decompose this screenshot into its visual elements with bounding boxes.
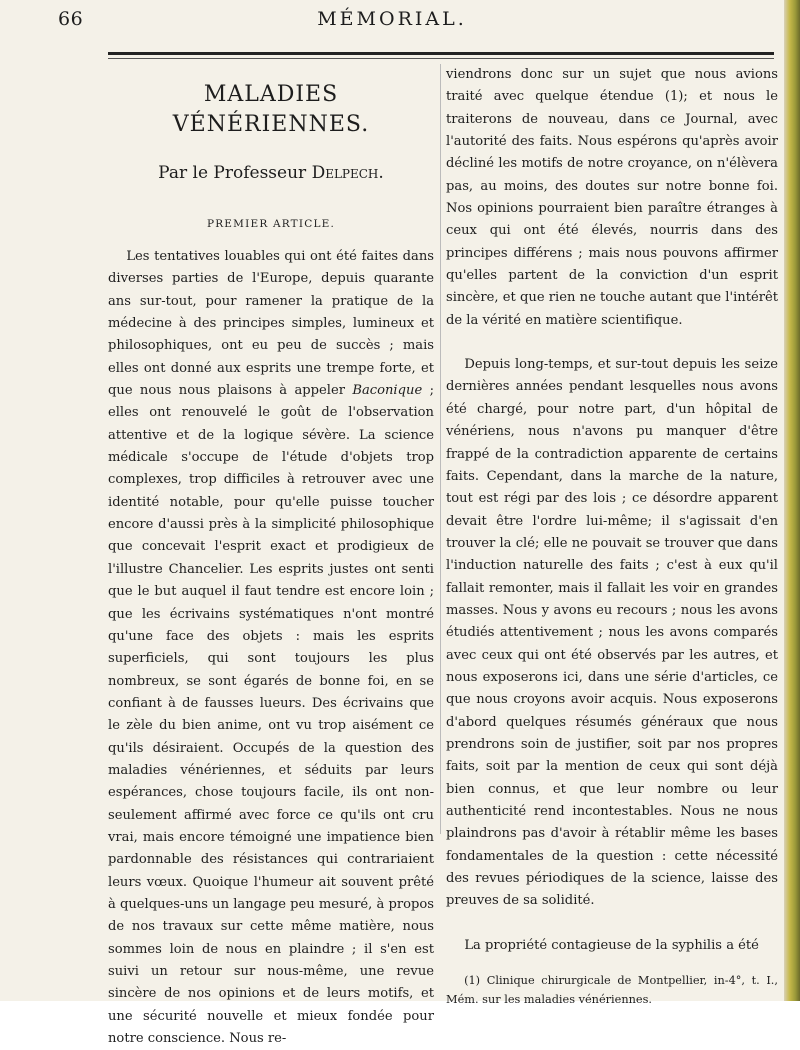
- footnote: (1) Clinique chirurgicale de Montpellier, in-4°, t. I., Mém. sur les maladies vénériennes.: [446, 974, 778, 1007]
- left-paragraph-emphasis: Baconique: [352, 383, 423, 399]
- header-rule: [108, 52, 774, 55]
- left-paragraph-text-a: Les tentatives louables qui ont été faites dans diverses parties de l'Europe, depuis quarante ans sur-tout, pour ramener la pratique de la médecine à des principes simples, lumineux et philosophiques, ont eu peu de succès ; mais elles ont donné aux esprits une trempe forte, et que nous nous plaisons à appeler: [108, 249, 434, 399]
- paragraph-gap: [446, 913, 778, 935]
- running-head: MÉMORIAL.: [317, 8, 467, 30]
- right-column: [446, 64, 778, 1009]
- article-subhead: PREMIER ARTICLE.: [206, 218, 336, 230]
- page-number: 66: [58, 8, 84, 30]
- left-paragraph: [108, 246, 434, 1050]
- paragraph-gap: [446, 332, 778, 354]
- column-divider: [440, 64, 441, 834]
- scan-edge: [784, 0, 800, 1001]
- header-rule-thin: [108, 58, 774, 59]
- byline-prefix: Par le Professeur: [158, 163, 307, 183]
- right-paragraph-1: viendrons donc sur un sujet que nous avions traité avec quelque étendue (1); et nous le traiterons de nouveau, dans ce Journal, avec l'autorité des faits. Nous espérons qu'après avoir décliné les motifs de notre croyance, on n'élèvera pas, au moins, des doutes sur notre bonne foi. Nos opinions pourraient bien paraître étranges à ceux qui ont été élevés, nourris dans des principes différens ; mais nous pouvons affirmer qu'elles partent de la conviction d'un esprit sincère, et que rien ne touche autant que l'intérêt de la vérité en matière scientifique.: [446, 67, 778, 328]
- article-title: MALADIES VÉNÉRIENNES.: [172, 82, 370, 137]
- left-column: [108, 62, 434, 1050]
- right-paragraph-3: La propriété contagieuse de la syphilis a été: [464, 937, 759, 953]
- left-paragraph-text-b: ; elles ont renouvelé le goût de l'observation attentive et de la logique sévère. La science médicale s'occupe de l'étude d'objets trop complexes, trop difficiles à retrouver avec une identité notable, pour qu'elle puisse toucher encore d'aussi près à la simplicité philosophique que concevait l'esprit exact et prodigieux de l'illustre Chancelier. Les esprits justes ont senti que le but auquel il faut tendre est encore loin ; que les écrivains systématiques n'ont montré qu'une face des objets : mais les esprits superficiels, qui sont toujours les plus nombreux, se sont égarés de bonne foi, en se confiant à de fausses lueurs. Des écrivains que le zèle du bien anime, ont vu trop aisément ce qu'ils désiraient. Occupés de la question des maladies vénériennes, et séduits par leurs espérances, chose toujours facile, ils ont non-seulement affirmé avec force ce qu'ils ont cru vrai, mais encore témoigné une impatience bien pardonnable des résistances qui contrariaient leurs vœux. Quoique l'humeur ait souvent prêté à quelques-uns un langage peu mesuré, à propos de nos travaux sur cette même matière, nous sommes loin de nous en plaindre ; il s'en est suivi un retour sur nous-même, une revue sincère de nos opinions et de leurs motifs, et une sécurité nouvelle et mieux fondée pour notre conscience. Nous re-: [108, 383, 434, 1047]
- right-paragraph-2: Depuis long-temps, et sur-tout depuis les seize dernières années pendant lesquelles nous avons été chargé, pour notre part, d'un hôpital de vénériens, nous n'avons pu manquer d'être frappé de la contradiction apparente de certains faits. Cependant, dans la marche de la nature, tout est régi par des lois ; ce désordre apparent devait être l'ordre lui-même; il s'agissait d'en trouver la clé; elle ne pouvait se trouver que dans l'induction naturelle des faits ; c'est à eux qu'il fallait remonter, mais il fallait les voir en grandes masses. Nous y avons eu recours ; nous les avons étudiés attentivement ; nous les avons comparés avec ceux qui ont été observés par les autres, et nous exposerons ici, dans une série d'articles, ce que nous croyons avoir acquis. Nous exposerons d'abord quelques résumés généraux que nous prendrons soin de justifier, soit par nos propres faits, soit par la mention de ceux qui sont déjà bien connus, et que leur nombre ou leur authenticité rend incontestables. Nous ne nous plaindrons pas d'avoir à rétablir même les bases fondamentales de la question : cette nécessité des revues périodiques de la science, laisse des preuves de sa solidité.: [446, 357, 778, 909]
- byline-author: Delpech.: [311, 163, 384, 183]
- page-header: [0, 0, 784, 58]
- byline: [108, 160, 434, 186]
